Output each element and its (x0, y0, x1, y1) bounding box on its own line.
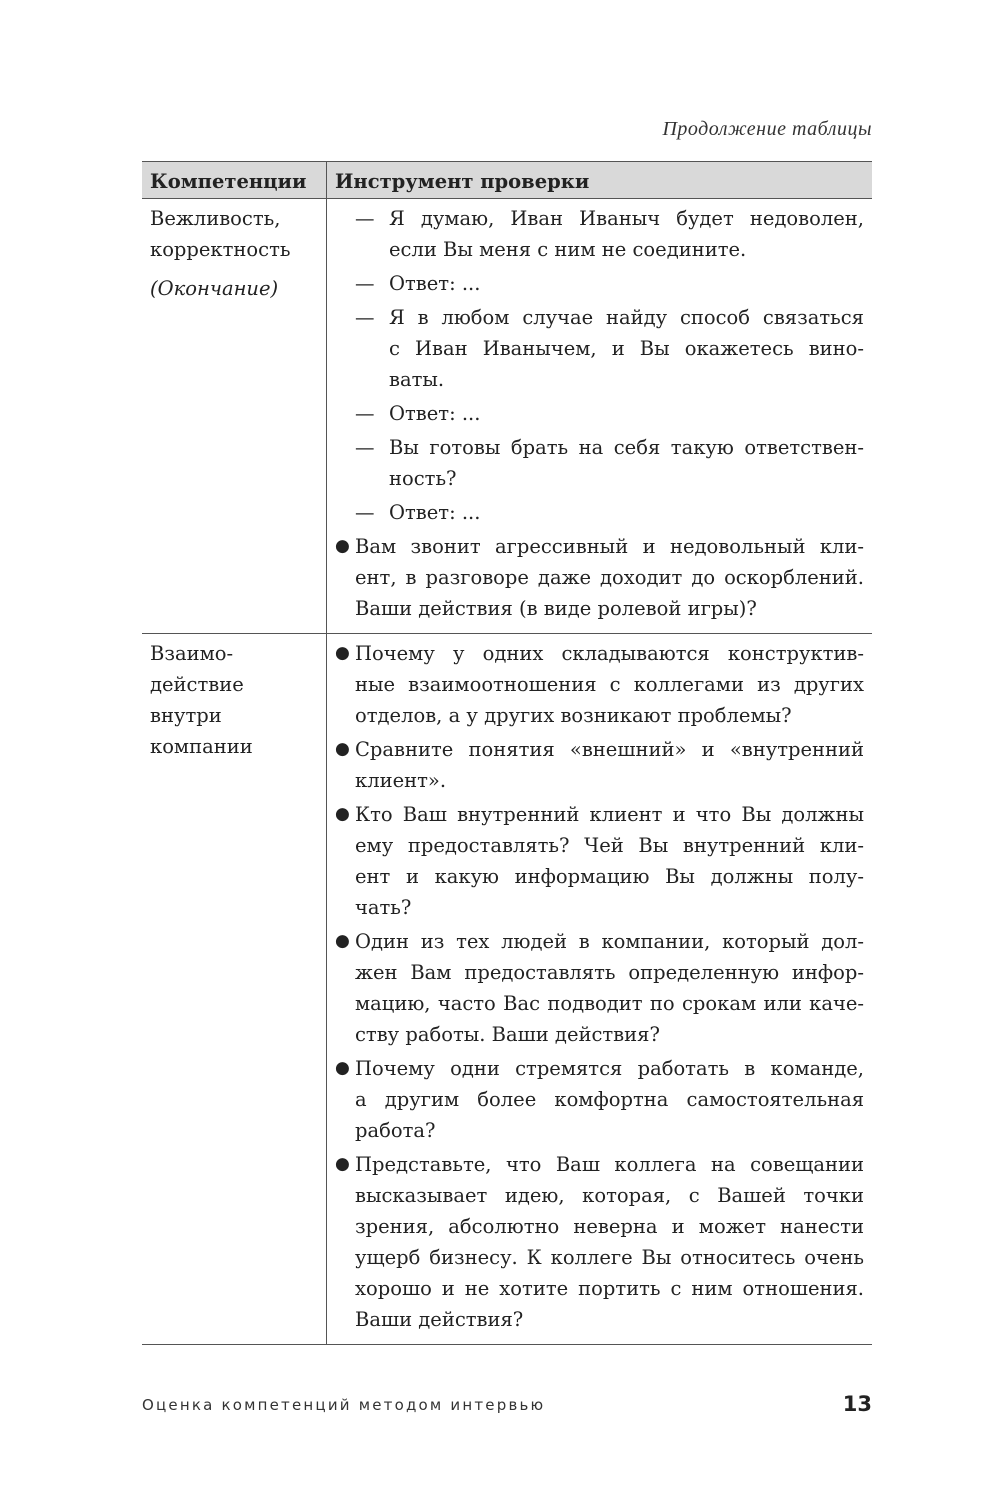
text-line: Вам звонит агрессивный и недовольный кли- (355, 535, 864, 558)
bullet-icon: ● (335, 804, 350, 824)
text-line: Кто Ваш внутренний клиент и что Вы должны (355, 803, 864, 826)
list-item (327, 531, 872, 624)
dash-marker: — (355, 436, 375, 459)
text-line: ему предоставлять? Чей Вы внутренний кли- (355, 834, 864, 857)
list-item (327, 926, 872, 1050)
text-line: ные взаимоотношения с коллегами из других (355, 673, 864, 696)
text-line: клиент». (355, 769, 447, 792)
table-header-row (142, 162, 872, 199)
competency-note: (Окончание) (150, 277, 279, 300)
text-line: Ответ: ... (389, 402, 481, 425)
bullet-icon: ● (335, 931, 350, 951)
competency-line: действие (150, 673, 244, 696)
competency-line: Взаимо- (150, 642, 234, 665)
list-item (327, 734, 872, 796)
dialogue-line (327, 268, 872, 299)
dialogue-line (327, 497, 872, 528)
competency-line: Вежливость, (150, 207, 281, 230)
text-line: Представьте, что Ваш коллега на совещании (355, 1153, 864, 1176)
dialogue-line (327, 432, 872, 494)
table-row (142, 634, 872, 1345)
bullet-icon: ● (335, 739, 350, 759)
text-line: хорошо и не хотите портить с ним отношения. (355, 1277, 864, 1300)
page-number: 13 (842, 1392, 872, 1416)
list-item (327, 1053, 872, 1146)
footer-title: Оценка компетенций методом интервью (142, 1396, 546, 1414)
instrument-cell (327, 199, 873, 634)
text-line: Я думаю, Иван Иваныч будет недоволен, (389, 207, 864, 230)
text-line: ент, в разговоре даже доходит до оскорблений. (355, 566, 864, 589)
bullet-icon: ● (335, 536, 350, 556)
text-line: Почему одни стремятся работать в команде, (355, 1057, 864, 1080)
text-line: чать? (355, 896, 412, 919)
text-line: Ваши действия (в виде ролевой игры)? (355, 597, 757, 620)
text-line: ущерб бизнесу. К коллеге Вы относитесь очень (355, 1246, 864, 1269)
text-line: Я в любом случае найду способ связаться (389, 306, 864, 329)
dash-marker: — (355, 272, 375, 295)
continuation-label: Продолжение таблицы (662, 118, 872, 140)
header-instrument: Инструмент проверки (327, 162, 873, 199)
text-line: с Иван Иванычем, и Вы окажетесь вино- (389, 337, 864, 360)
text-line: мацию, часто Вас подводит по срокам или каче- (355, 992, 864, 1015)
dash-marker: — (355, 306, 375, 329)
text-line: жен Вам предоставлять определенную инфор- (355, 961, 864, 984)
competency-table (142, 161, 872, 1345)
text-line: Ответ: ... (389, 501, 481, 524)
text-line: а другим более комфортна самостоятельная (355, 1088, 864, 1111)
text-line: Ответ: ... (389, 272, 481, 295)
competency-cell (142, 199, 327, 634)
bullet-icon: ● (335, 1154, 350, 1174)
competency-cell (142, 634, 327, 1345)
list-item (327, 1149, 872, 1335)
text-line: ству работы. Ваши действия? (355, 1023, 660, 1046)
dialogue-line (327, 203, 872, 265)
competency-line: компании (150, 735, 253, 758)
list-item (327, 638, 872, 731)
instrument-cell (327, 634, 873, 1345)
text-line: ность? (389, 467, 457, 490)
text-line: Вы готовы брать на себя такую ответствен- (389, 436, 864, 459)
dash-marker: — (355, 207, 375, 230)
text-line: Сравните понятия «внешний» и «внутренний (355, 738, 864, 761)
competency-line: корректность (150, 238, 291, 261)
text-line: работа? (355, 1119, 436, 1142)
text-line: отделов, а у других возникают проблемы? (355, 704, 792, 727)
text-line: ваты. (389, 368, 445, 391)
competency-line: внутри (150, 704, 222, 727)
header-competencies: Компетенции (142, 162, 327, 199)
bullet-icon: ● (335, 1058, 350, 1078)
text-line: Ваши действия? (355, 1308, 524, 1331)
table-row (142, 199, 872, 634)
text-line: если Вы меня с ним не соедините. (389, 238, 747, 261)
text-line: Почему у одних складываются конструктив- (355, 642, 864, 665)
bullet-icon: ● (335, 643, 350, 663)
text-line: ент и какую информацию Вы должны полу- (355, 865, 864, 888)
text-line: высказывает идею, которая, с Вашей точки (355, 1184, 864, 1207)
dialogue-line (327, 302, 872, 395)
list-item (327, 799, 872, 923)
text-line: зрения, абсолютно неверна и может нанести (355, 1215, 864, 1238)
dialogue-line (327, 398, 872, 429)
text-line: Один из тех людей в компании, который дол- (355, 930, 864, 953)
dash-marker: — (355, 402, 375, 425)
dash-marker: — (355, 501, 375, 524)
